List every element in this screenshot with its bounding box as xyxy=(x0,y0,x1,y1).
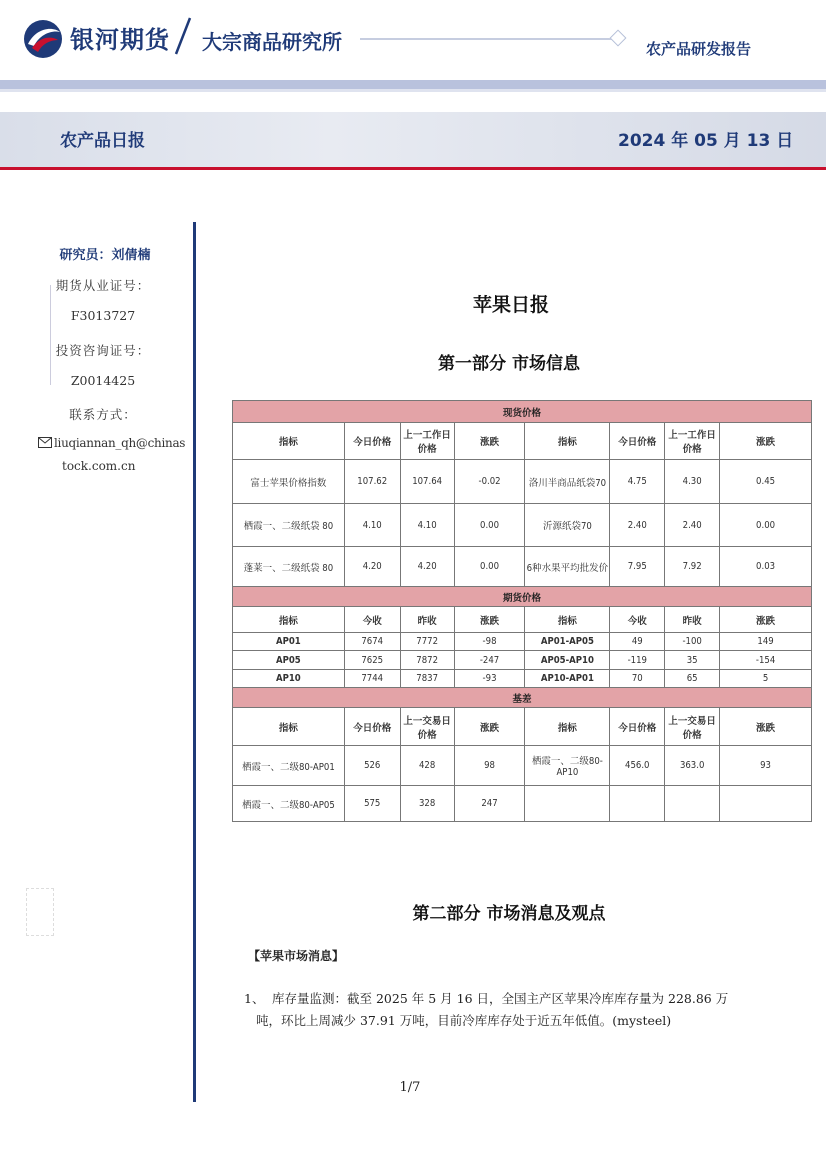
table-cell: 107.62 xyxy=(344,460,400,504)
col-header: 上一工作日价格 xyxy=(400,423,454,460)
consult-number: Z0014425 xyxy=(70,373,136,388)
table-cell: 428 xyxy=(400,746,454,786)
table-cell xyxy=(610,786,665,822)
col-header: 昨收 xyxy=(665,607,720,633)
researcher-name: 研究员：刘倩楠 xyxy=(59,248,151,263)
news-tag: 【苹果市场消息】 xyxy=(248,949,345,963)
table-row xyxy=(233,670,812,688)
header-stripe-light xyxy=(0,89,826,92)
col-header: 今收 xyxy=(610,607,665,633)
col-header: 涨跌 xyxy=(720,607,812,633)
table-cell: -119 xyxy=(610,651,665,670)
table-row xyxy=(233,786,812,822)
table-cell: 35 xyxy=(665,651,720,670)
table-cell: AP01 xyxy=(233,633,345,651)
report-date: 2024 年 05 月 13 日 xyxy=(618,131,794,151)
col-header: 涨跌 xyxy=(720,423,812,460)
table-cell: 0.00 xyxy=(454,547,525,587)
table-cell: -93 xyxy=(454,670,525,688)
futures-section-header: 期货价格 xyxy=(233,587,812,607)
table-cell: 65 xyxy=(665,670,720,688)
table-cell: 栖霞一、二级80-AP05 xyxy=(233,786,345,822)
col-header: 涨跌 xyxy=(720,708,812,746)
table-cell: 5 xyxy=(720,670,812,688)
news-line-2: 吨，环比上周减少 37.91 万吨，目前冷库库存处于近五年低值。(mysteel) xyxy=(256,1013,672,1028)
basis-section-header: 基差 xyxy=(233,688,812,708)
part2-title: 第二部分 市场消息及观点 xyxy=(412,904,606,924)
market-table xyxy=(232,400,812,822)
table-cell: 70 xyxy=(610,670,665,688)
table-cell: 0.45 xyxy=(720,460,812,504)
email-line-2[interactable]: tock.com.cn xyxy=(62,459,136,473)
col-header: 今日价格 xyxy=(610,708,665,746)
table-cell: AP01-AP05 xyxy=(525,633,610,651)
col-header: 指标 xyxy=(233,708,345,746)
col-header: 涨跌 xyxy=(454,423,525,460)
table-cell xyxy=(525,786,610,822)
col-header: 今收 xyxy=(344,607,400,633)
page-number: 1/7 xyxy=(399,1080,421,1095)
table-cell: -154 xyxy=(720,651,812,670)
table-cell: 蓬莱一、二级纸袋 80 xyxy=(233,547,345,587)
table-cell: 328 xyxy=(400,786,454,822)
table-cell: 456.0 xyxy=(610,746,665,786)
table-cell: 富士苹果价格指数 xyxy=(233,460,345,504)
table-cell: AP10-AP01 xyxy=(525,670,610,688)
report-series: 农产品日报 xyxy=(60,131,145,151)
col-header: 今日价格 xyxy=(344,708,400,746)
mail-icon xyxy=(38,437,52,448)
table-cell: 4.20 xyxy=(400,547,454,587)
license-label: 期货从业证号： xyxy=(55,278,151,293)
col-header: 今日价格 xyxy=(344,423,400,460)
table-cell xyxy=(720,786,812,822)
header-stripe xyxy=(0,80,826,89)
faint-box xyxy=(26,888,54,936)
table-row xyxy=(233,633,812,651)
consult-label: 投资咨询证号： xyxy=(55,343,151,358)
table-cell: 洛川半商品纸袋70 xyxy=(525,460,610,504)
news-line-1: 库存量监测：截至 2025 年 5 月 16 日，全国主产区苹果冷库库存量为 228.86 万 xyxy=(272,991,729,1006)
decorative-line xyxy=(360,38,618,40)
red-rule xyxy=(0,167,826,170)
divider-slash-icon xyxy=(170,14,196,58)
col-header: 今日价格 xyxy=(610,423,665,460)
table-cell: -247 xyxy=(454,651,525,670)
table-cell: 7837 xyxy=(400,670,454,688)
table-cell: 0.03 xyxy=(720,547,812,587)
report-type: 农产品研发报告 xyxy=(646,40,752,58)
table-cell: 575 xyxy=(344,786,400,822)
col-header: 涨跌 xyxy=(454,607,525,633)
license-number: F3013727 xyxy=(70,308,136,323)
table-cell: -0.02 xyxy=(454,460,525,504)
table-cell: 7625 xyxy=(344,651,400,670)
table-cell: 栖霞一、二级80-AP01 xyxy=(233,746,345,786)
table-cell: 49 xyxy=(610,633,665,651)
table-row xyxy=(233,504,812,547)
table-cell: 4.75 xyxy=(610,460,665,504)
table-cell: 149 xyxy=(720,633,812,651)
table-row xyxy=(233,651,812,670)
table-cell: 107.64 xyxy=(400,460,454,504)
table-cell: AP05-AP10 xyxy=(525,651,610,670)
table-cell: 0.00 xyxy=(454,504,525,547)
col-header: 指标 xyxy=(233,423,345,460)
table-cell: AP05 xyxy=(233,651,345,670)
col-header: 上一交易日价格 xyxy=(400,708,454,746)
col-header: 涨跌 xyxy=(454,708,525,746)
report-title: 苹果日报 xyxy=(472,294,549,316)
table-cell: 4.30 xyxy=(665,460,720,504)
news-number: 1、 xyxy=(244,991,265,1006)
col-header: 上一交易日价格 xyxy=(665,708,720,746)
table-cell: 93 xyxy=(720,746,812,786)
table-row xyxy=(233,746,812,786)
table-cell: 6种水果平均批发价 xyxy=(525,547,610,587)
col-header: 昨收 xyxy=(400,607,454,633)
table-cell: 7772 xyxy=(400,633,454,651)
brand-name: 银河期货 xyxy=(70,26,170,54)
table-cell: 沂源纸袋70 xyxy=(525,504,610,547)
department-name: 大宗商品研究所 xyxy=(202,30,342,54)
table-cell: 0.00 xyxy=(720,504,812,547)
part1-title: 第一部分 市场信息 xyxy=(438,354,580,374)
table-cell: 4.10 xyxy=(344,504,400,547)
table-cell: AP10 xyxy=(233,670,345,688)
col-header: 指标 xyxy=(525,423,610,460)
table-cell: 栖霞一、二级80-AP10 xyxy=(525,746,610,786)
table-cell: 4.10 xyxy=(400,504,454,547)
table-cell: -98 xyxy=(454,633,525,651)
table-cell: 526 xyxy=(344,746,400,786)
col-header: 上一工作日价格 xyxy=(665,423,720,460)
table-cell: 7674 xyxy=(344,633,400,651)
table-cell xyxy=(665,786,720,822)
table-cell: 7.95 xyxy=(610,547,665,587)
table-cell: 98 xyxy=(454,746,525,786)
table-cell: -100 xyxy=(665,633,720,651)
table-cell: 7744 xyxy=(344,670,400,688)
email-line-1[interactable]: liuqiannan_qh@chinas xyxy=(54,436,186,450)
table-cell: 2.40 xyxy=(665,504,720,547)
table-row xyxy=(233,460,812,504)
table-cell: 2.40 xyxy=(610,504,665,547)
table-cell: 7872 xyxy=(400,651,454,670)
table-row xyxy=(233,547,812,587)
table-cell: 4.20 xyxy=(344,547,400,587)
spot-section-header: 现货价格 xyxy=(233,401,812,423)
col-header: 指标 xyxy=(233,607,345,633)
galaxy-logo-icon xyxy=(22,18,64,60)
contact-label: 联系方式： xyxy=(69,407,137,422)
table-cell: 7.92 xyxy=(665,547,720,587)
col-header: 指标 xyxy=(525,708,610,746)
table-cell: 363.0 xyxy=(665,746,720,786)
table-cell: 栖霞一、二级纸袋 80 xyxy=(233,504,345,547)
faint-marker xyxy=(50,285,51,385)
table-cell: 247 xyxy=(454,786,525,822)
col-header: 指标 xyxy=(525,607,610,633)
